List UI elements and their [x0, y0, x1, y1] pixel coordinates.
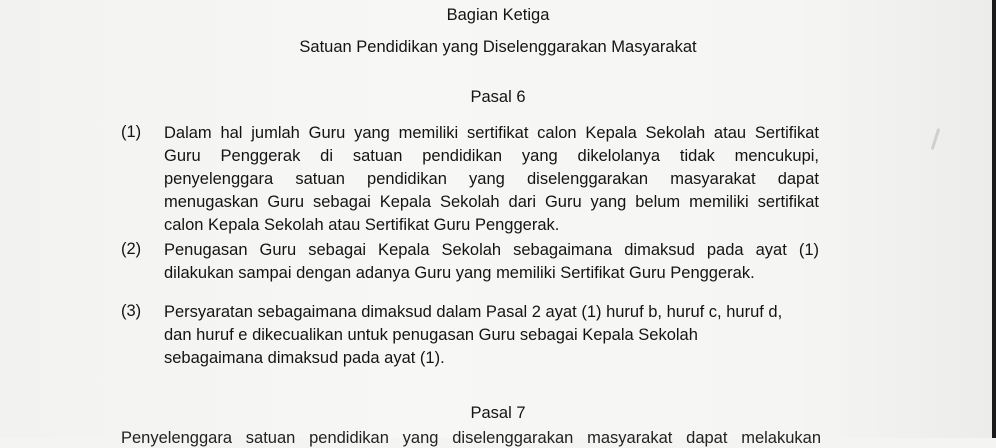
pasal-6-heading: Pasal 6: [470, 88, 526, 106]
item-line: penyelenggara satuan pendidikan yang diselenggarakan masyarakat dapat: [164, 170, 819, 188]
item-line: Persyaratan sebagaimana dimaksud dalam Pasal 2 ayat (1) huruf b, huruf c, huruf d,: [164, 303, 783, 321]
item-line: menugaskan Guru sebagai Kepala Sekolah dari Guru yang belum memiliki sertifikat: [164, 193, 819, 211]
pencil-mark: [931, 128, 941, 150]
item-line: calon Kepala Sekolah atau Sertifikat Guru Penggerak.: [164, 216, 560, 234]
item-number: (3): [121, 302, 142, 320]
item-number: (2): [121, 240, 142, 258]
item-line: dan huruf e dikecualikan untuk penugasan Guru sebagai Kepala Sekolah: [164, 326, 698, 344]
item-line: Guru Penggerak di satuan pendidikan yang dikelolanya tidak mencukupi,: [164, 147, 819, 165]
item-line: dilakukan sampai dengan adanya Guru yang memiliki Sertifikat Guru Penggerak.: [164, 264, 755, 282]
item-line: sebagaimana dimaksud pada ayat (1).: [164, 349, 445, 367]
section-subtitle: Satuan Pendidikan yang Diselenggarakan Masyarakat: [299, 38, 697, 56]
item-line: Penugasan Guru sebagai Kepala Sekolah sebagaimana dimaksud pada ayat (1): [164, 241, 819, 259]
scan-edge: [992, 0, 996, 438]
section-title: Bagian Ketiga: [446, 6, 550, 24]
pasal-7-partial-line: Penyelenggara satuan pendidikan yang diselenggarakan masyarakat dapat melakukan: [121, 429, 821, 447]
item-line: Dalam hal jumlah Guru yang memiliki sertifikat calon Kepala Sekolah atau Sertifikat: [164, 124, 819, 142]
item-number: (1): [121, 123, 142, 141]
pasal-7-heading: Pasal 7: [470, 404, 526, 422]
